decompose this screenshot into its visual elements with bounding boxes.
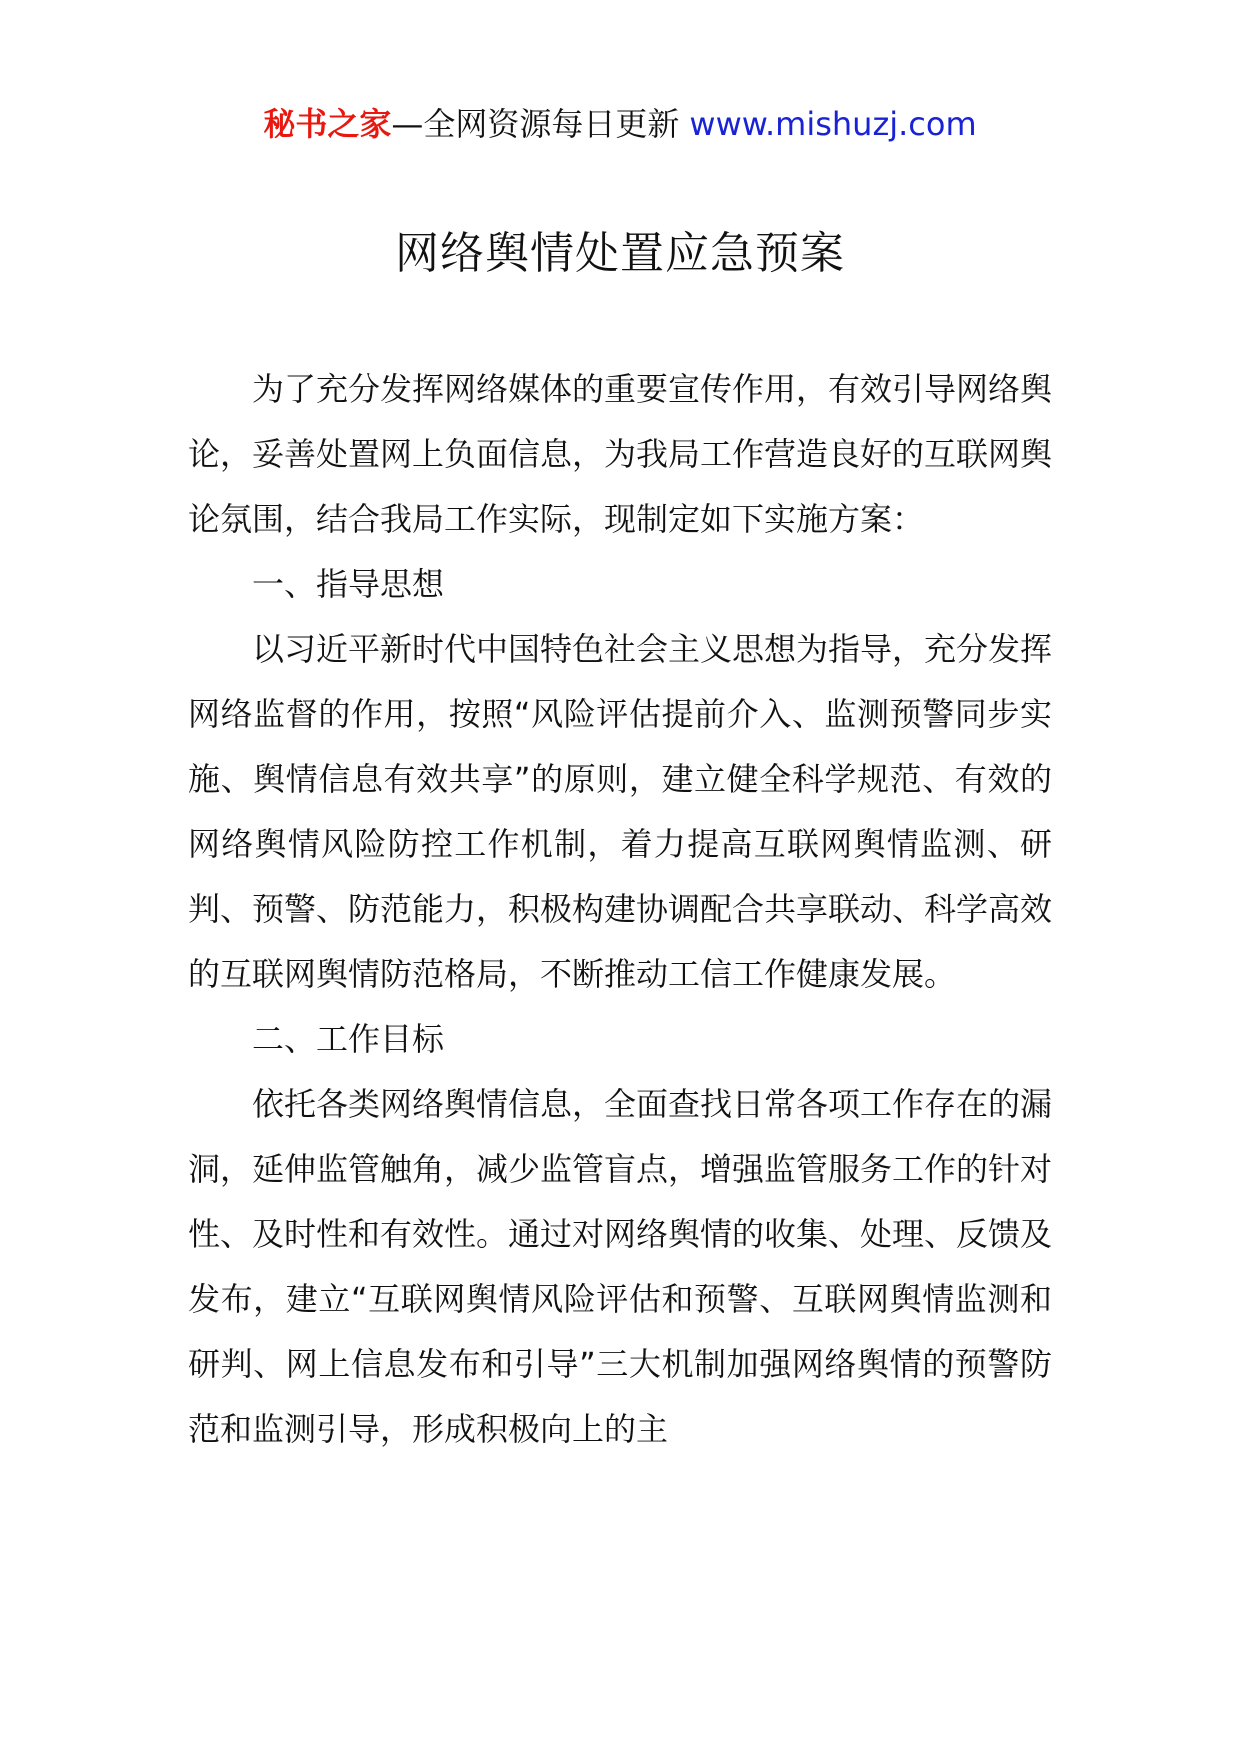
intro-paragraph: 为了充分发挥网络媒体的重要宣传作用，有效引导网络舆论，妥善处置网上负面信息，为我局工作营造良好的互联网舆论氛围，结合我局工作实际，现制定如下实施方案： <box>188 370 1053 538</box>
guiding-ideology-paragraph: 以习近平新时代中国特色社会主义思想为指导，充分发挥网络监督的作用，按照“风险评估提前介入、监测预警同步实施、舆情信息有效共享”的原则，建立健全科学规范、有效的网络舆情风险防控工作机制，着力提高互联网舆情监测、研判、预警、防范能力，积极构建协调配合共享联动、科学高效的互联网舆情防范格局，不断推动工信工作健康发展。 <box>188 630 1053 993</box>
document-body <box>188 357 1052 1462</box>
header-tagline: 全网资源每日更新 <box>423 105 680 143</box>
section-heading-work-goals: 二、工作目标 <box>252 1020 445 1058</box>
header-separator: — <box>391 105 424 143</box>
document-title: 网络舆情处置应急预案 <box>395 228 845 279</box>
site-header <box>0 100 1240 148</box>
brand-name: 秘书之家 <box>263 105 392 143</box>
section-heading-guiding-ideology: 一、指导思想 <box>252 565 445 603</box>
site-url-link[interactable]: www.mishuzj.com <box>689 105 977 143</box>
work-goals-paragraph: 依托各类网络舆情信息，全面查找日常各项工作存在的漏洞，延伸监管触角，减少监管盲点，增强监管服务工作的针对性、及时性和有效性。通过对网络舆情的收集、处理、反馈及发布，建立“互联网舆情风险评估和预警、互联网舆情监测和研判、网上信息发布和引导”三大机制加强网络舆情的预警防范和监测引导，形成积极向上的主 <box>188 1085 1053 1448</box>
